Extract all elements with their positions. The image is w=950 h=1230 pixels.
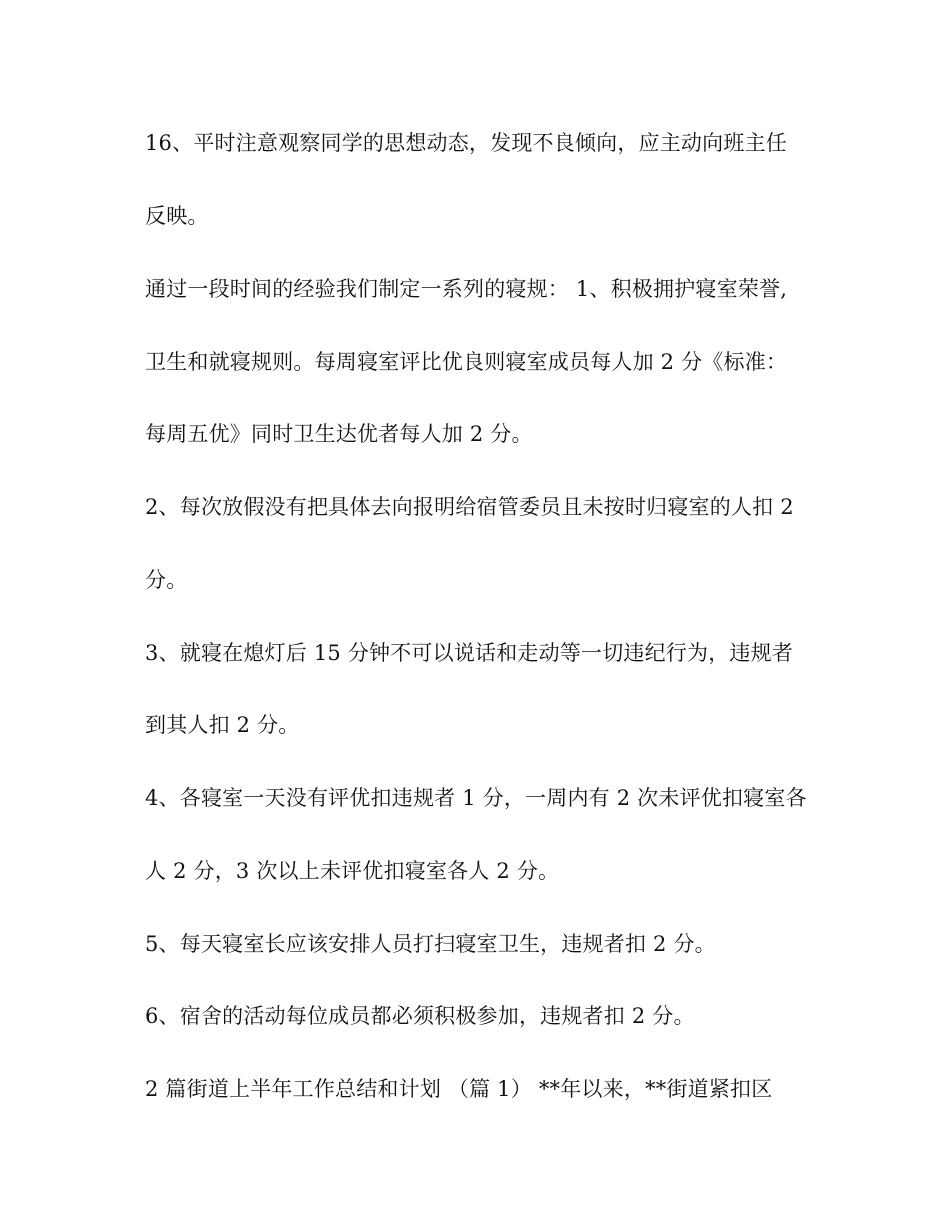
text-line: 反映。 — [145, 204, 209, 228]
text-line: 通过一段时间的经验我们制定一系列的寝规： 1、积极拥护寝室荣誉, — [145, 277, 788, 301]
text-line: 5、每天寝室长应该安排人员打扫寝室卫生，违规者扣 2 分。 — [145, 932, 716, 956]
text-line: 4、各寝室一天没有评优扣违规者 1 分，一周内有 2 次未评优扣寝室各 — [145, 786, 807, 810]
text-line: 分。 — [145, 568, 188, 592]
text-line: 到其人扣 2 分。 — [145, 713, 300, 737]
text-line: 每周五优》同时卫生达优者每人加 2 分。 — [145, 422, 533, 446]
text-line: 人 2 分，3 次以上未评优扣寝室各人 2 分。 — [145, 859, 560, 883]
text-line: 2、每次放假没有把具体去向报明给宿管委员且未按时归寝室的人扣 2 — [145, 495, 794, 519]
text-line: 16、平时注意观察同学的思想动态，发现不良倾向，应主动向班主任 — [145, 131, 787, 155]
text-line: 卫生和就寝规则。每周寝室评比优良则寝室成员每人加 2 分《标准： — [145, 350, 788, 374]
text-line: 3、就寝在熄灯后 15 分钟不可以说话和走动等一切违纪行为，违规者 — [145, 641, 794, 665]
text-line: 2 篇街道上半年工作总结和计划 （篇 1） **年以来，**街道紧扣区 — [145, 1077, 773, 1101]
text-line: 6、宿舍的活动每位成员都必须积极参加，违规者扣 2 分。 — [145, 1004, 695, 1028]
